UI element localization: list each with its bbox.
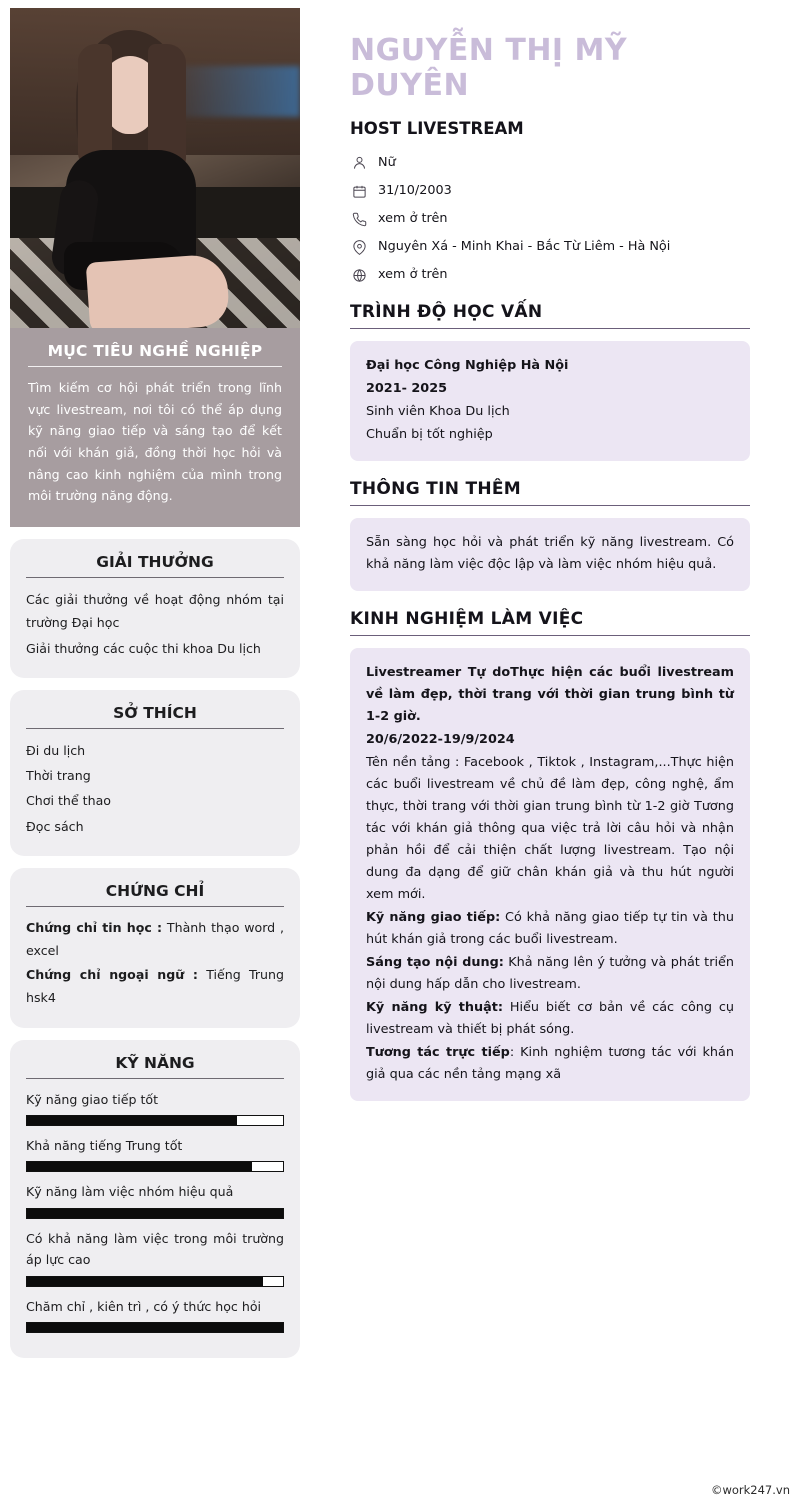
certificates-section [10,868,300,1028]
hobbies-title: SỞ THÍCH [26,704,284,729]
photo-legs [86,253,231,328]
hobbies-list [26,739,284,838]
certificates-title: CHỨNG CHỈ [26,882,284,907]
person-icon [350,154,368,172]
photo-person [48,30,218,328]
skill-item [26,1181,284,1218]
list-item: Các giải thưởng về hoạt động nhóm tại trường Đại học [26,591,284,631]
list-item: Đi du lịch [26,742,86,758]
skill-bar [26,1208,284,1219]
skill-bar [26,1322,284,1333]
contact-text: Nguyên Xá - Minh Khai - Bắc Từ Liêm - Hà Nội [378,239,671,255]
skill-item [26,1135,284,1172]
skill-item [26,1296,284,1333]
list-item: Giải thưởng các cuộc thi khoa Du lịch [26,640,261,656]
location-icon [350,238,368,256]
contact-address [350,238,750,256]
phone-icon [350,210,368,228]
certificate-item [26,964,284,1009]
contact-website [350,266,750,284]
education-status: Chuẩn bị tốt nghiệp [366,427,493,442]
skill-item [26,1089,284,1126]
certificate-item [26,917,284,962]
experience-bullet: Tương tác trực tiếp: Kinh nghiệm tương tác với khán giả qua các nền tảng mạng xã [366,1045,734,1082]
experience-bullet: Kỹ năng kỹ thuật: Hiểu biết cơ bản về các công cụ livestream và thiết bị phát sóng. [366,1000,734,1037]
extra-info-body: Sẵn sàng học hỏi và phát triển kỹ năng livestream. Có khả năng làm việc độc lập và làm việc nhóm hiệu quả. [366,535,734,572]
globe-icon [350,266,368,284]
skill-label: Chăm chỉ , kiên trì , có ý thức học hỏi [26,1298,262,1314]
awards-title: GIẢI THƯỞNG [26,553,284,578]
list-item: Chơi thể thao [26,793,111,809]
experience-headline: Livestreamer Tự doThực hiện các buổi livestream về làm đẹp, thời trang với thời gian trung bình từ 1-2 giờ. [366,665,734,724]
contact-birthdate [350,182,750,200]
skill-label: Có khả năng làm việc trong môi trường áp lực cao [26,1230,284,1268]
education-panel [350,341,750,461]
hobbies-section [10,690,300,856]
education-heading: TRÌNH ĐỘ HỌC VẤN [350,302,750,329]
certificate-value: Thành thạo word , excel [26,920,284,958]
skill-label: Khả năng tiếng Trung tốt [26,1138,183,1154]
certificates-list [26,917,284,1010]
skills-title: KỸ NĂNG [26,1054,284,1079]
contact-text: Nữ [378,155,396,171]
awards-section [10,539,300,678]
contact-phone [350,210,750,228]
contact-text: xem ở trên [378,267,448,283]
awards-list [26,588,284,660]
skill-item [26,1228,284,1287]
extra-info-heading: THÔNG TIN THÊM [350,479,750,506]
career-goal-title: MỤC TIÊU NGHỀ NGHIỆP [28,342,282,367]
calendar-icon [350,182,368,200]
experience-bullet: Sáng tạo nội dung: Khả năng lên ý tưởng và phát triển nội dung hấp dẫn cho livestream. [366,955,735,992]
list-item: Đọc sách [26,818,84,834]
extra-info-panel [350,518,750,591]
experience-heading: KINH NGHIỆM LÀM VIỆC [350,609,750,636]
experience-panel [350,648,750,1101]
page-title: NGUYỄN THỊ MỸ DUYÊN [350,33,628,103]
career-goal-body: Tìm kiếm cơ hội phát triển trong lĩnh vực livestream, nơi tôi có thể áp dụng kỹ năng giao tiếp và sáng tạo để kết nối với khán giả, đồng thời học hỏi và nâng cao kinh nghiệm của mình trong môi trường năng động. [28,380,282,504]
skill-label: Kỹ năng giao tiếp tốt [26,1091,159,1107]
certificate-value: Tiếng Trung hsk4 [26,967,284,1005]
experience-bullet: Kỹ năng giao tiếp: Có khả năng giao tiếp tự tin và thu hút khán giả trong các buổi livestream. [366,910,734,947]
contact-gender [350,154,750,172]
certificate-label: Chứng chỉ ngoại ngữ : [26,967,198,983]
experience-dates: 20/6/2022-19/9/2024 [366,732,515,747]
skills-section [10,1040,300,1358]
education-major: Sinh viên Khoa Du lịch [366,404,510,419]
contact-text: xem ở trên [378,211,448,227]
skill-label: Kỹ năng làm việc nhóm hiệu quả [26,1184,234,1200]
profile-photo [10,8,300,328]
skill-bar [26,1115,284,1126]
job-title: HOST LIVESTREAM [350,119,524,138]
certificate-label: Chứng chỉ tin học : [26,920,163,936]
career-goal-section [10,328,300,527]
education-school: Đại học Công Nghiệp Hà Nội [366,358,569,373]
education-years: 2021- 2025 [366,381,447,396]
skill-bar [26,1161,284,1172]
skill-bar [26,1276,284,1287]
contact-text: 31/10/2003 [378,183,452,199]
right-column [350,34,750,1101]
skills-list [26,1089,284,1333]
footer-watermark: ©work247.vn [710,1483,790,1497]
list-item: Thời trang [26,768,91,784]
left-column [10,8,300,1358]
experience-description: Tên nền tảng : Facebook , Tiktok , Instagram,...Thực hiện các buổi livestream về chủ đề làm đẹp, công nghệ, ẩm thực, thời trang với thời gian trung bình từ 1-2 giờ Tương tác với khán giả thông qua việc trả lời câu hỏi và nhận phản hồi để cải thiện chất lượng livestream. Tạo nội dung đa dạng để giữ chân khán giả và thu hút người xem mới. [366,755,734,902]
